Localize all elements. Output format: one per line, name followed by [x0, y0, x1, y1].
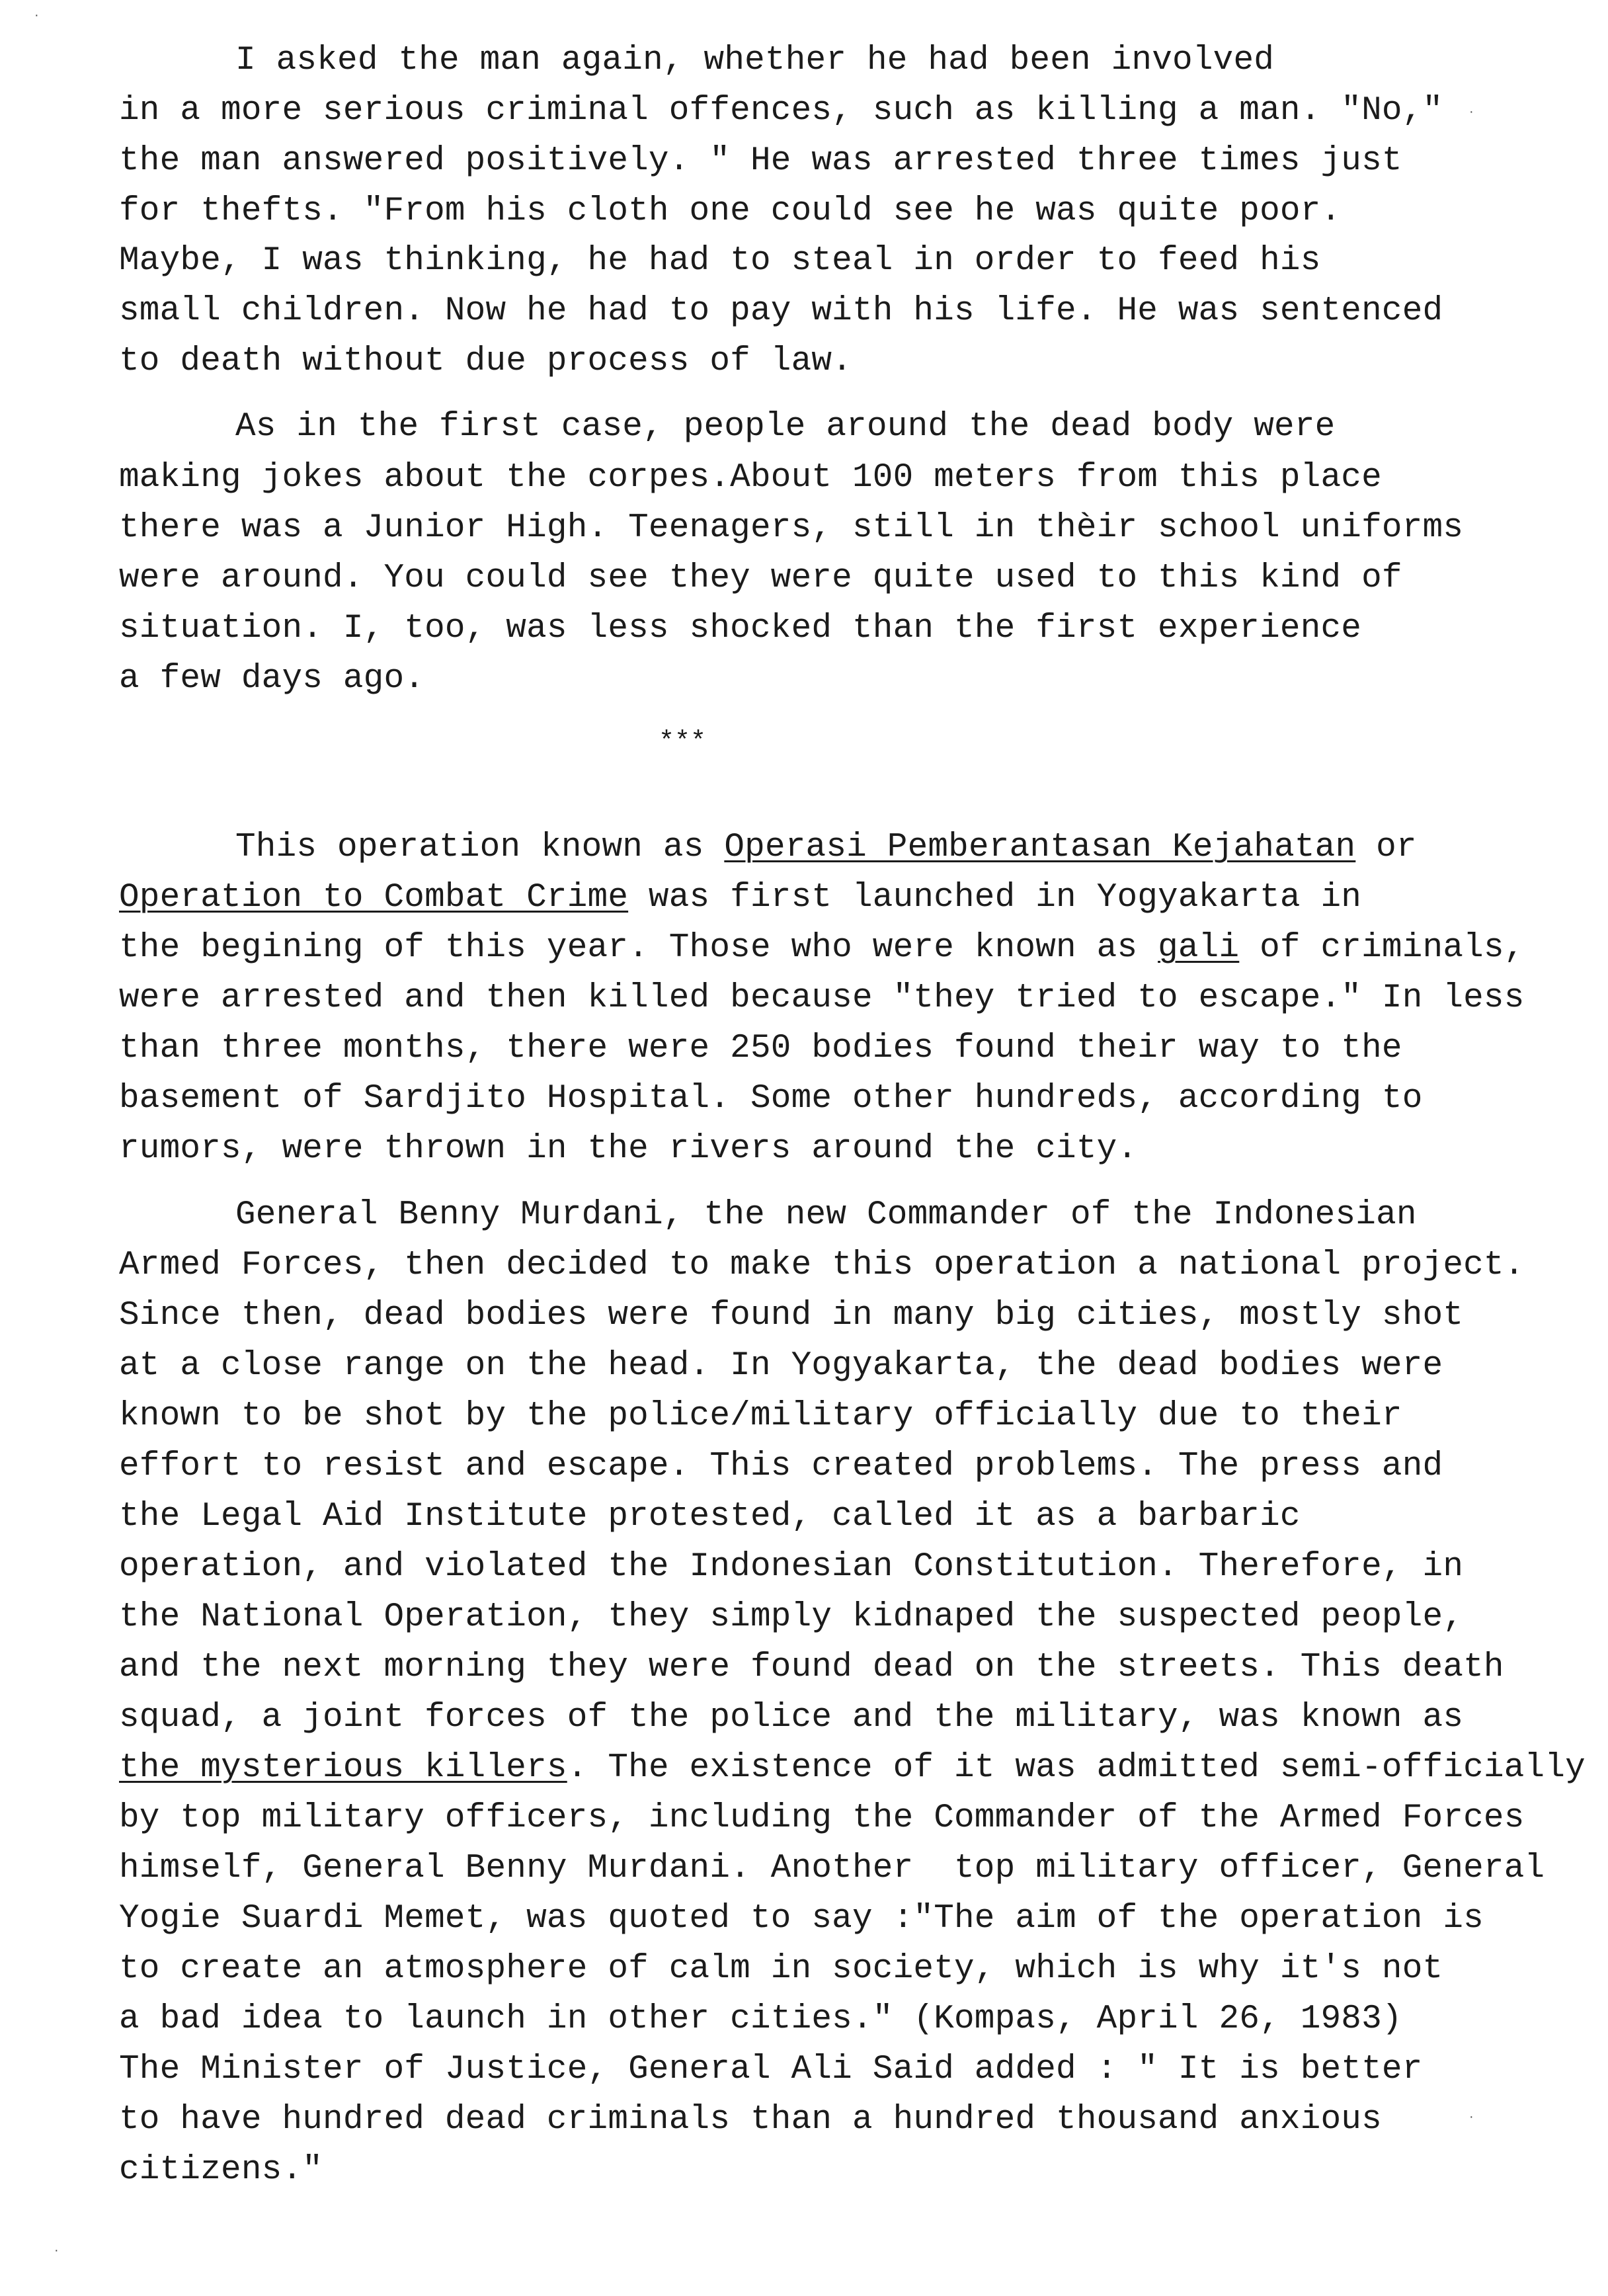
paragraph-4-line-4: at a close range on the head. In Yogyakarta, the dead bodies were [119, 1347, 1443, 1385]
paragraph-2-line-4: were around. You could see they were quite used to this kind of [119, 559, 1402, 597]
paragraph-1-line-3: the man answered positively. " He was arrested three times just [119, 142, 1402, 180]
paragraph-3-line-4: were arrested and then killed because "they tried to escape." In less [119, 979, 1525, 1017]
paragraph-2-line-3: there was a Junior High. Teenagers, still in thèir school uniforms [119, 509, 1464, 547]
paragraph-1-line-4: for thefts. "From his cloth one could see he was quite poor. [119, 192, 1342, 230]
paragraph-1-line-6: small children. Now he had to pay with his life. He was sentenced [119, 292, 1443, 330]
paragraph-2-line-5: situation. I, too, was less shocked than the first experience [119, 610, 1362, 647]
paragraph-4-line-14: himself, General Benny Murdani. Another top military officer, General [119, 1850, 1545, 1887]
paragraph-3-line-6: basement of Sardjito Hospital. Some other hundreds, according to [119, 1080, 1423, 1118]
paragraph-3-line-5: than three months, there were 250 bodies found their way to the [119, 1030, 1402, 1067]
paragraph-4-line-8: operation, and violated the Indonesian Constitution. Therefore, in [119, 1548, 1464, 1586]
paragraph-1-line-2: in a more serious criminal offences, such as killing a man. "No," [119, 92, 1443, 130]
paragraph-1-line-7: to death without due process of law. [119, 343, 852, 380]
paragraph-4-line-17: a bad idea to launch in other cities." (Kompas, April 26, 1983) [119, 2000, 1402, 2038]
scan-speck: · [54, 2243, 59, 2258]
paragraph-3-line-1 [235, 831, 1417, 864]
paragraph-3-line-2-suffix: was first launched in Yogyakarta in [628, 879, 1362, 917]
term-the-mysterious-killers: the mysterious killers [119, 1749, 567, 1787]
term-operation-to-combat-crime: Operation to Combat Crime [119, 879, 629, 917]
paragraph-2-line-6: a few days ago. [119, 660, 425, 698]
paragraph-4-line-5: known to be shot by the police/military officially due to their [119, 1397, 1402, 1435]
paragraph-4-line-16: to create an atmosphere of calm in society, which is why it's not [119, 1950, 1443, 1988]
paragraph-1-line-1: I asked the man again, whether he had been involved [235, 42, 1275, 79]
paragraph-1-line-5: Maybe, I was thinking, he had to steal in order to feed his [119, 242, 1321, 280]
paragraph-3-line-3 [119, 931, 1525, 965]
paragraph-4-line-3: Since then, dead bodies were found in many big cities, mostly shot [119, 1297, 1464, 1334]
term-gali: gali [1158, 929, 1240, 967]
paragraph-4-line-7: the Legal Aid Institute protested, called it as a barbaric [119, 1498, 1301, 1536]
paragraph-2-line-1: As in the first case, people around the dead body were [235, 408, 1336, 446]
paragraph-3-line-2 [119, 881, 1361, 915]
paragraph-2-line-2: making jokes about the corpes.About 100 meters from this place [119, 459, 1382, 497]
paragraph-4-line-15: Yogie Suardi Memet, was quoted to say :"The aim of the operation is [119, 1900, 1484, 1938]
paragraph-3-line-3-suffix: of criminals, [1239, 929, 1525, 967]
scan-speck: · [34, 8, 39, 22]
paragraph-4-line-11: squad, a joint forces of the police and the military, was known as [119, 1699, 1464, 1737]
paragraph-4-line-20: citizens." [119, 2151, 323, 2189]
paragraph-4-line-2: Armed Forces, then decided to make this operation a national project. [119, 1247, 1525, 1284]
section-separator: *** [659, 727, 707, 757]
paragraph-4-line-6: effort to resist and escape. This created problems. The press and [119, 1448, 1443, 1485]
paragraph-4-line-1: General Benny Murdani, the new Commander of the Indonesian [235, 1196, 1417, 1234]
paragraph-3-line-3-prefix: the begining of this year. Those who were known as [119, 929, 1158, 967]
paragraph-4-line-10: and the next morning they were found dead on the streets. This death [119, 1649, 1504, 1686]
scan-speck: · [1469, 2110, 1474, 2124]
paragraph-4-line-9: the National Operation, they simply kidnaped the suspected people, [119, 1598, 1464, 1636]
paragraph-4-line-19: to have hundred dead criminals than a hundred thousand anxious [119, 2101, 1382, 2139]
term-operasi-pemberantasan-kejahatan: Operasi Pemberantasan Kejahatan [724, 829, 1356, 866]
scan-speck: · [1469, 104, 1474, 119]
paragraph-4-line-18: The Minister of Justice, General Ali Said added : " It is better [119, 2051, 1423, 2088]
paragraph-3-line-7: rumors, were thrown in the rivers around the city. [119, 1130, 1138, 1168]
paragraph-3-line-1-suffix: or [1355, 829, 1417, 866]
paragraph-4-line-12 [119, 1751, 1586, 1785]
paragraph-4-line-13: by top military officers, including the Commander of the Armed Forces [119, 1799, 1525, 1837]
paragraph-4-line-12-suffix: . The existence of it was admitted semi-officially [567, 1749, 1586, 1787]
paragraph-3-line-1-prefix: This operation known as [235, 829, 725, 866]
